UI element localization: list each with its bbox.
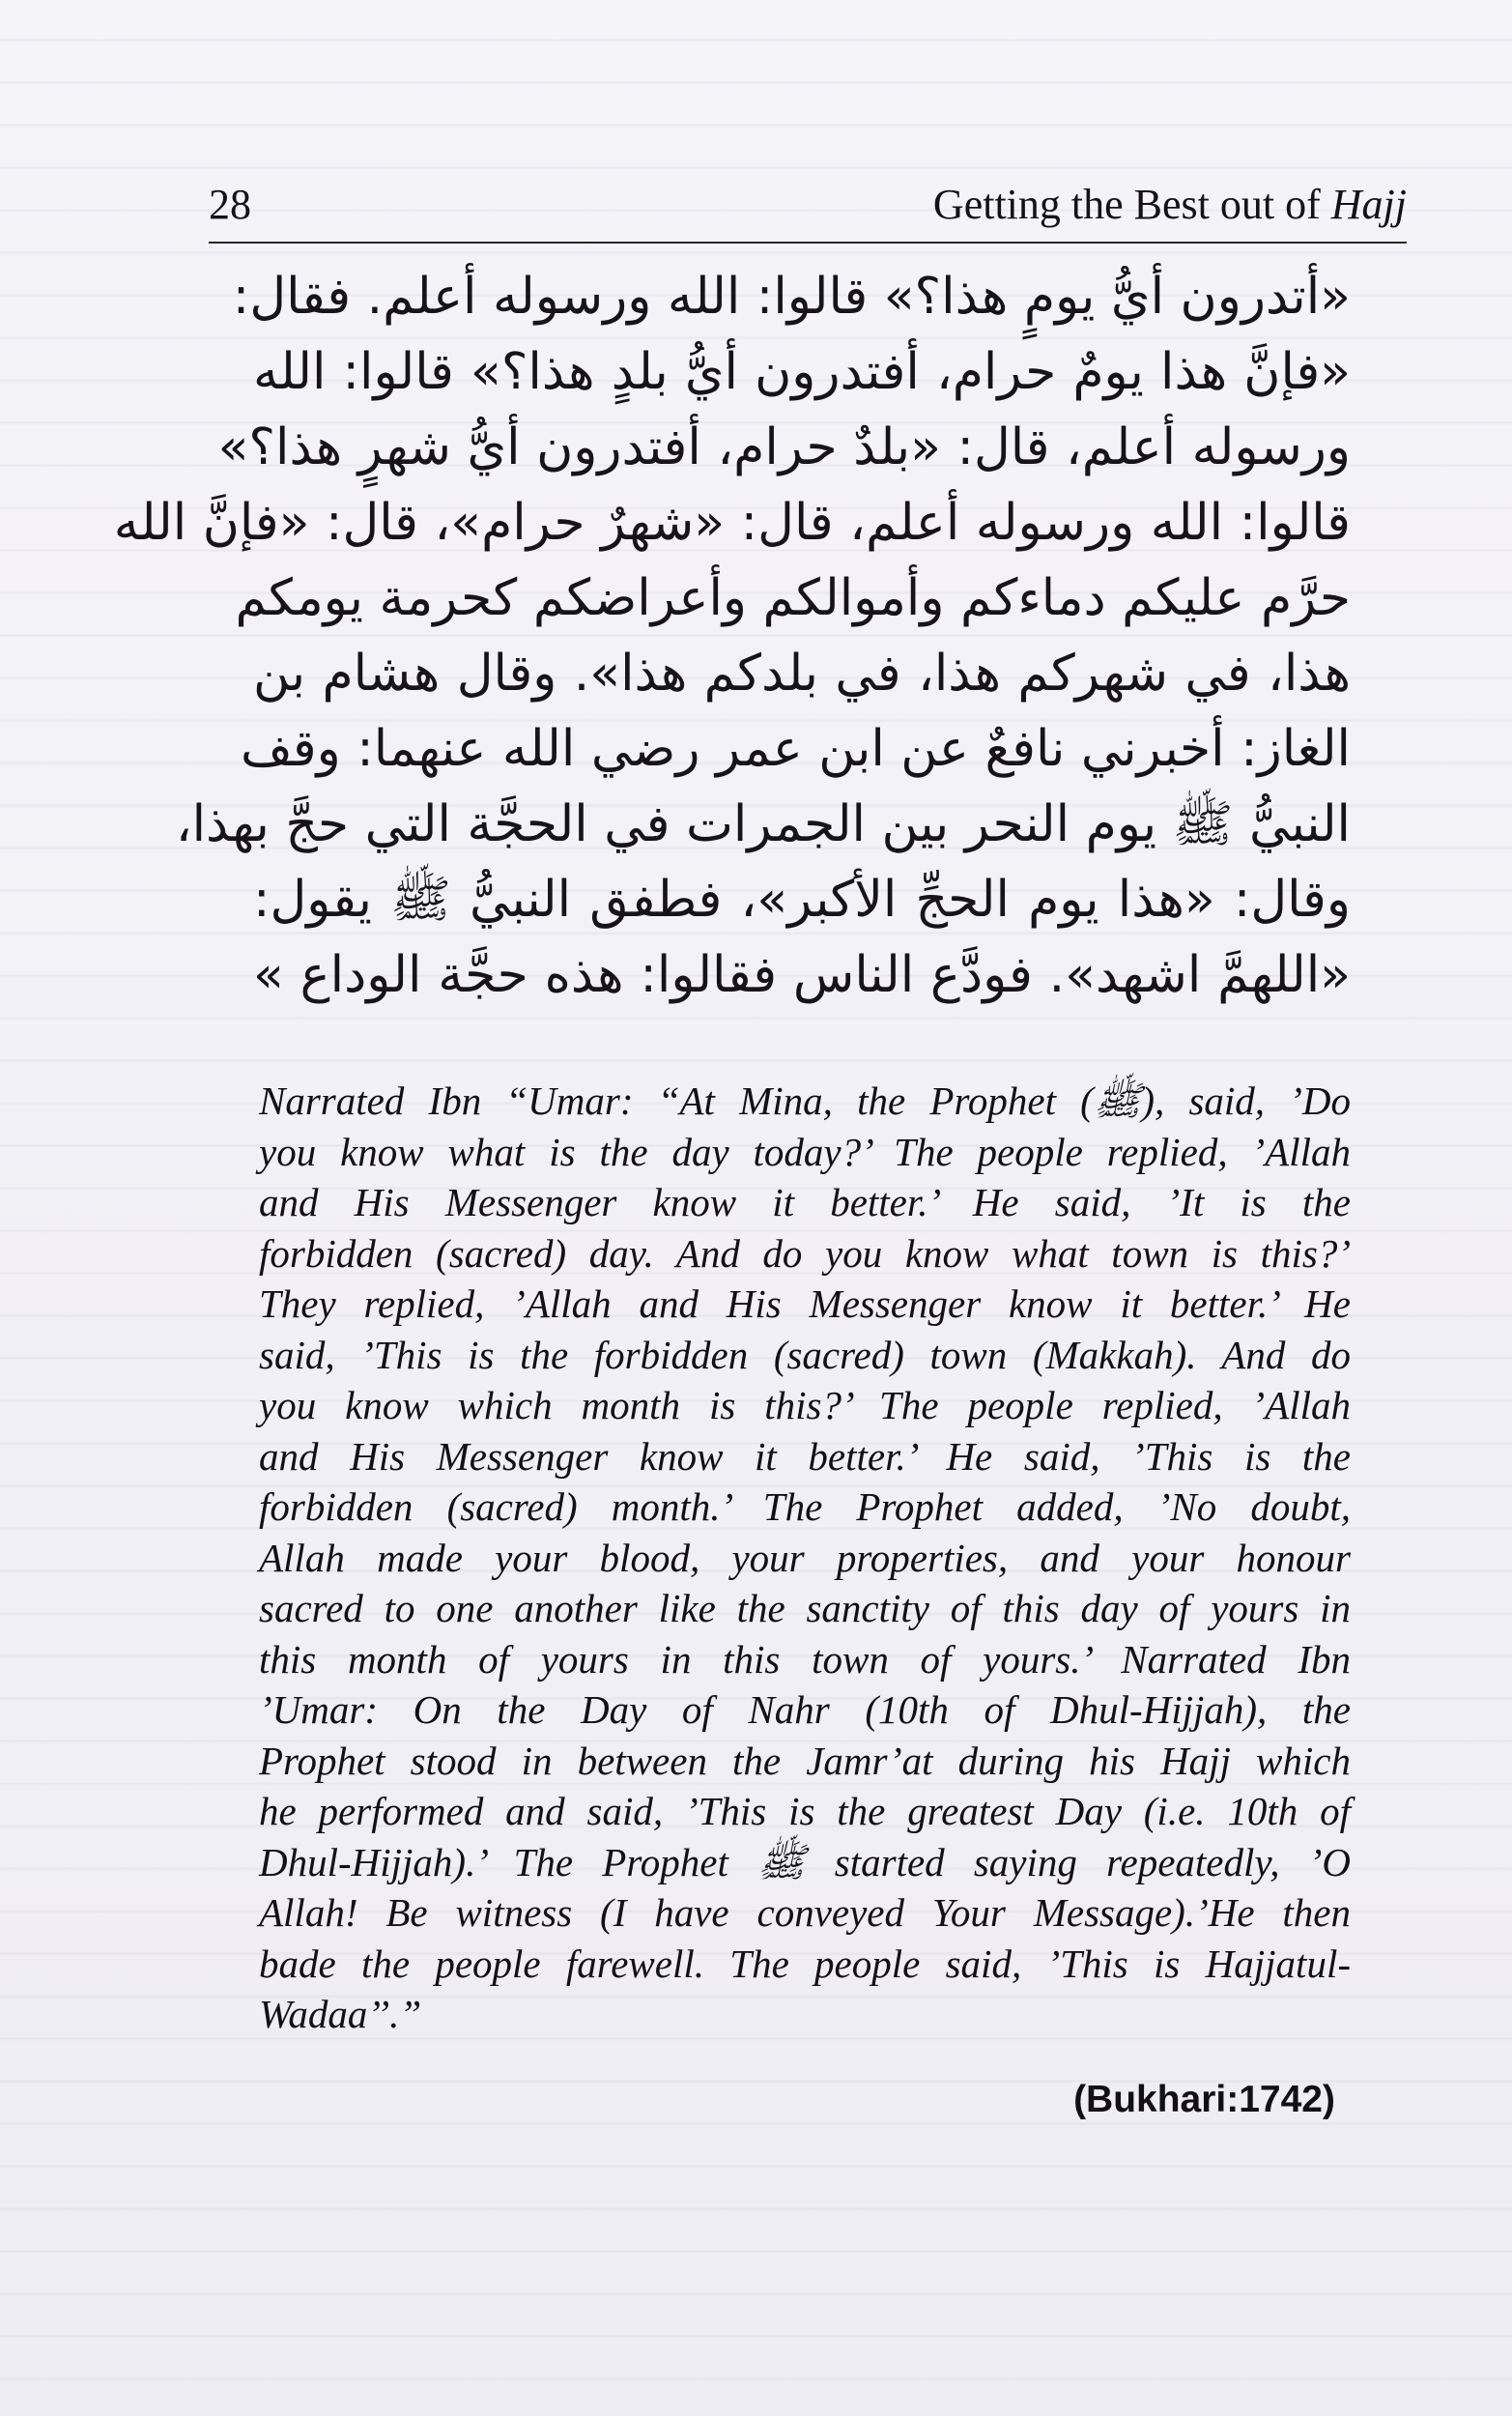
translation-line: and His Messenger know it better.’ He said, ’This is the	[259, 1433, 1351, 1479]
arabic-line: وقال: «هذا يوم الحجِّ الأكبر»، فطفق النبيُّ ﷺ يقول:	[253, 871, 1351, 929]
translation-line: this month of yours in this town of yours.’ Narrated Ibn	[259, 1636, 1351, 1682]
translation-line: forbidden (sacred) day. And do you know what town is this?’	[259, 1230, 1351, 1276]
translation-line: ’Umar: On the Day of Nahr (10th of Dhul-Hijjah), the	[259, 1687, 1351, 1732]
header-rule	[209, 242, 1407, 244]
running-title	[933, 180, 1407, 230]
arabic-line: «اللهمَّ اشهد». فودَّع الناس فقالوا: هذه حجَّة الوداع »	[253, 946, 1351, 1004]
translation-line: you know what is the day today?’ The people replied, ’Allah	[259, 1129, 1351, 1174]
arabic-line: ورسوله أعلم، قال: «بلدٌ حرام، أفتدرون أيُّ شهرٍ هذا؟»	[217, 418, 1351, 476]
english-translation	[259, 1076, 1351, 2040]
translation-line: Prophet stood in between the Jamr’at during his Hajj which	[259, 1738, 1351, 1783]
translation-line: Wadaa’’.”	[259, 1992, 422, 2036]
arabic-line: «أتدرون أيُّ يومٍ هذا؟» قالوا: الله ورسوله أعلم. فقال:	[232, 268, 1351, 326]
page-header	[209, 176, 1407, 238]
arabic-line: النبيُّ ﷺ يوم النحر بين الجمرات في الحجَّة التي حجَّ بهذا،	[175, 795, 1351, 853]
translation-line: Narrated Ibn “Umar: “At Mina, the Prophet (ﷺ), said, ’Do	[259, 1079, 1351, 1123]
running-title-text: Getting the Best out of	[932, 181, 1331, 228]
translation-line: forbidden (sacred) month.’ The Prophet added, ’No doubt,	[259, 1484, 1351, 1529]
arabic-line: «فإنَّ هذا يومٌ حرام، أفتدرون أيُّ بلدٍ هذا؟» قالوا: الله	[253, 343, 1351, 401]
translation-line: and His Messenger know it better.’ He said, ’It is the	[259, 1180, 1351, 1224]
translation-line: Allah made your blood, your properties, and your honour	[259, 1535, 1351, 1580]
arabic-line: قالوا: الله ورسوله أعلم، قال: «شهرٌ حرام»، قال: «فإنَّ الله	[113, 494, 1351, 552]
translation-line: They replied, ’Allah and His Messenger know it better.’ He	[259, 1281, 1351, 1326]
arabic-line: حرَّم عليكم دماءكم وأموالكم وأعراضكم كحرمة يومكم	[235, 569, 1351, 627]
arabic-hadith-text	[113, 259, 1351, 1013]
translation-line: you know which month is this?’ The people replied, ’Allah	[259, 1383, 1351, 1427]
arabic-line: هذا، في شهركم هذا، في بلدكم هذا». وقال هشام بن	[253, 645, 1351, 703]
hadith-reference: (Bukhari:1742)	[1073, 2079, 1335, 2120]
translation-line: Allah! Be witness (I have conveyed Your Message).’He then	[259, 1890, 1351, 1935]
page-number: 28	[209, 181, 251, 228]
translation-line: bade the people farewell. The people said, ’This is Hajjatul-	[259, 1941, 1351, 1986]
translation-line: Dhul-Hijjah).’ The Prophet ﷺ started saying repeatedly, ’O	[259, 1839, 1352, 1884]
translation-line: said, ’This is the forbidden (sacred) town (Makkah). And do	[259, 1332, 1351, 1377]
running-title-italic: Hajj	[1330, 181, 1407, 228]
arabic-line: الغاز: أخبرني نافعٌ عن ابن عمر رضي الله عنهما: وقف	[240, 720, 1351, 778]
translation-line: sacred to one another like the sanctity of this day of yours in	[259, 1586, 1351, 1630]
translation-line: he performed and said, ’This is the greatest Day (i.e. 10th of	[259, 1789, 1351, 1833]
